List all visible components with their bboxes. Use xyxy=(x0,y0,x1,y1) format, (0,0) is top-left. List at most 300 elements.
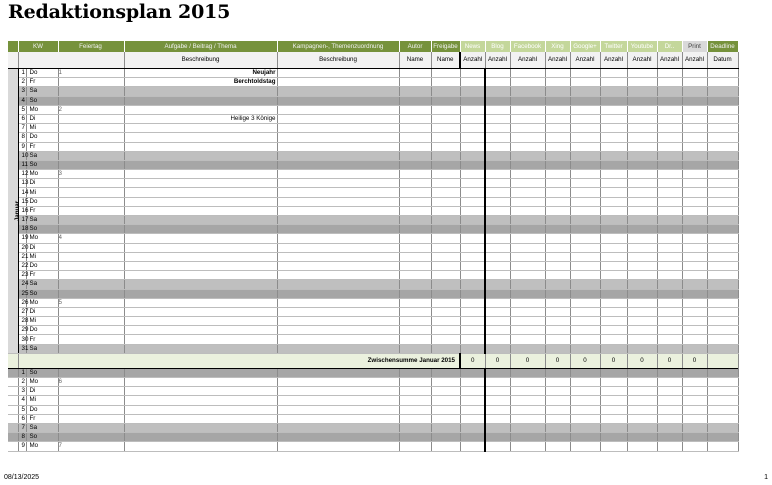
campaign-cell[interactable] xyxy=(399,124,431,133)
count-cell[interactable] xyxy=(707,280,738,289)
author-cell[interactable] xyxy=(431,114,460,123)
count-cell[interactable] xyxy=(510,368,545,377)
count-cell[interactable] xyxy=(485,414,510,423)
count-cell[interactable] xyxy=(682,206,707,215)
count-cell[interactable] xyxy=(510,160,545,169)
count-cell[interactable] xyxy=(545,368,570,377)
count-cell[interactable] xyxy=(600,206,627,215)
count-cell[interactable] xyxy=(657,188,682,197)
count-cell[interactable] xyxy=(570,179,600,188)
count-cell[interactable] xyxy=(545,405,570,414)
count-cell[interactable] xyxy=(627,133,657,142)
count-cell[interactable] xyxy=(545,225,570,234)
count-cell[interactable] xyxy=(707,206,738,215)
count-cell[interactable] xyxy=(707,326,738,335)
count-cell[interactable] xyxy=(657,368,682,377)
count-cell[interactable] xyxy=(707,188,738,197)
count-cell[interactable] xyxy=(627,423,657,432)
count-cell[interactable] xyxy=(657,133,682,142)
campaign-cell[interactable] xyxy=(399,188,431,197)
count-cell[interactable] xyxy=(510,326,545,335)
count-cell[interactable] xyxy=(510,142,545,151)
campaign-cell[interactable] xyxy=(399,243,431,252)
count-cell[interactable] xyxy=(545,96,570,105)
count-cell[interactable] xyxy=(485,289,510,298)
count-cell[interactable] xyxy=(657,124,682,133)
task-cell[interactable] xyxy=(277,124,399,133)
task-cell[interactable] xyxy=(277,298,399,307)
campaign-cell[interactable] xyxy=(399,142,431,151)
campaign-cell[interactable] xyxy=(399,378,431,387)
count-cell[interactable] xyxy=(707,414,738,423)
approval-cell[interactable] xyxy=(460,69,485,78)
count-cell[interactable] xyxy=(657,344,682,353)
count-cell[interactable] xyxy=(627,216,657,225)
count-cell[interactable] xyxy=(570,335,600,344)
count-cell[interactable] xyxy=(707,96,738,105)
approval-cell[interactable] xyxy=(460,368,485,377)
count-cell[interactable] xyxy=(627,252,657,261)
count-cell[interactable] xyxy=(657,197,682,206)
count-cell[interactable] xyxy=(627,78,657,87)
campaign-cell[interactable] xyxy=(399,261,431,270)
count-cell[interactable] xyxy=(510,69,545,78)
count-cell[interactable] xyxy=(485,114,510,123)
count-cell[interactable] xyxy=(600,69,627,78)
campaign-cell[interactable] xyxy=(399,170,431,179)
task-cell[interactable] xyxy=(277,78,399,87)
count-cell[interactable] xyxy=(510,179,545,188)
count-cell[interactable] xyxy=(707,179,738,188)
author-cell[interactable] xyxy=(431,105,460,114)
count-cell[interactable] xyxy=(682,396,707,405)
campaign-cell[interactable] xyxy=(399,414,431,423)
campaign-cell[interactable] xyxy=(399,179,431,188)
count-cell[interactable] xyxy=(570,414,600,423)
count-cell[interactable] xyxy=(485,396,510,405)
count-cell[interactable] xyxy=(627,271,657,280)
count-cell[interactable] xyxy=(545,87,570,96)
author-cell[interactable] xyxy=(431,271,460,280)
count-cell[interactable] xyxy=(510,105,545,114)
count-cell[interactable] xyxy=(485,105,510,114)
count-cell[interactable] xyxy=(627,197,657,206)
count-cell[interactable] xyxy=(485,368,510,377)
count-cell[interactable] xyxy=(570,442,600,451)
approval-cell[interactable] xyxy=(460,96,485,105)
author-cell[interactable] xyxy=(431,216,460,225)
author-cell[interactable] xyxy=(431,96,460,105)
author-cell[interactable] xyxy=(431,261,460,270)
author-cell[interactable] xyxy=(431,344,460,353)
count-cell[interactable] xyxy=(707,423,738,432)
count-cell[interactable] xyxy=(682,225,707,234)
approval-cell[interactable] xyxy=(460,197,485,206)
count-cell[interactable] xyxy=(682,387,707,396)
count-cell[interactable] xyxy=(657,280,682,289)
count-cell[interactable] xyxy=(707,151,738,160)
task-cell[interactable] xyxy=(277,423,399,432)
approval-cell[interactable] xyxy=(460,170,485,179)
count-cell[interactable] xyxy=(545,114,570,123)
count-cell[interactable] xyxy=(510,271,545,280)
count-cell[interactable] xyxy=(510,87,545,96)
author-cell[interactable] xyxy=(431,133,460,142)
count-cell[interactable] xyxy=(627,414,657,423)
count-cell[interactable] xyxy=(510,225,545,234)
count-cell[interactable] xyxy=(682,261,707,270)
count-cell[interactable] xyxy=(510,188,545,197)
task-cell[interactable] xyxy=(277,335,399,344)
count-cell[interactable] xyxy=(510,344,545,353)
count-cell[interactable] xyxy=(657,335,682,344)
count-cell[interactable] xyxy=(627,206,657,215)
count-cell[interactable] xyxy=(485,307,510,316)
count-cell[interactable] xyxy=(600,252,627,261)
count-cell[interactable] xyxy=(600,378,627,387)
count-cell[interactable] xyxy=(657,114,682,123)
author-cell[interactable] xyxy=(431,170,460,179)
author-cell[interactable] xyxy=(431,405,460,414)
task-cell[interactable] xyxy=(277,387,399,396)
author-cell[interactable] xyxy=(431,78,460,87)
count-cell[interactable] xyxy=(545,396,570,405)
count-cell[interactable] xyxy=(510,197,545,206)
count-cell[interactable] xyxy=(570,87,600,96)
count-cell[interactable] xyxy=(682,252,707,261)
count-cell[interactable] xyxy=(570,225,600,234)
count-cell[interactable] xyxy=(682,442,707,451)
count-cell[interactable] xyxy=(682,378,707,387)
count-cell[interactable] xyxy=(657,160,682,169)
count-cell[interactable] xyxy=(682,151,707,160)
count-cell[interactable] xyxy=(627,114,657,123)
count-cell[interactable] xyxy=(570,423,600,432)
count-cell[interactable] xyxy=(707,69,738,78)
approval-cell[interactable] xyxy=(460,423,485,432)
count-cell[interactable] xyxy=(707,234,738,243)
count-cell[interactable] xyxy=(627,170,657,179)
count-cell[interactable] xyxy=(600,423,627,432)
count-cell[interactable] xyxy=(627,317,657,326)
count-cell[interactable] xyxy=(570,368,600,377)
count-cell[interactable] xyxy=(600,133,627,142)
count-cell[interactable] xyxy=(707,261,738,270)
count-cell[interactable] xyxy=(627,69,657,78)
count-cell[interactable] xyxy=(682,133,707,142)
count-cell[interactable] xyxy=(627,405,657,414)
count-cell[interactable] xyxy=(570,344,600,353)
task-cell[interactable] xyxy=(277,252,399,261)
task-cell[interactable] xyxy=(277,96,399,105)
count-cell[interactable] xyxy=(707,396,738,405)
count-cell[interactable] xyxy=(657,252,682,261)
count-cell[interactable] xyxy=(600,405,627,414)
count-cell[interactable] xyxy=(510,96,545,105)
author-cell[interactable] xyxy=(431,252,460,261)
task-cell[interactable] xyxy=(277,197,399,206)
count-cell[interactable] xyxy=(570,69,600,78)
count-cell[interactable] xyxy=(600,216,627,225)
count-cell[interactable] xyxy=(485,179,510,188)
campaign-cell[interactable] xyxy=(399,197,431,206)
count-cell[interactable] xyxy=(510,433,545,442)
count-cell[interactable] xyxy=(570,206,600,215)
campaign-cell[interactable] xyxy=(399,96,431,105)
task-cell[interactable] xyxy=(277,188,399,197)
count-cell[interactable] xyxy=(600,151,627,160)
task-cell[interactable] xyxy=(277,69,399,78)
count-cell[interactable] xyxy=(707,124,738,133)
campaign-cell[interactable] xyxy=(399,298,431,307)
approval-cell[interactable] xyxy=(460,105,485,114)
count-cell[interactable] xyxy=(600,442,627,451)
campaign-cell[interactable] xyxy=(399,234,431,243)
count-cell[interactable] xyxy=(570,105,600,114)
count-cell[interactable] xyxy=(545,326,570,335)
count-cell[interactable] xyxy=(510,298,545,307)
count-cell[interactable] xyxy=(707,344,738,353)
campaign-cell[interactable] xyxy=(399,271,431,280)
count-cell[interactable] xyxy=(545,124,570,133)
count-cell[interactable] xyxy=(510,114,545,123)
count-cell[interactable] xyxy=(657,206,682,215)
count-cell[interactable] xyxy=(707,114,738,123)
count-cell[interactable] xyxy=(545,216,570,225)
count-cell[interactable] xyxy=(570,133,600,142)
campaign-cell[interactable] xyxy=(399,335,431,344)
count-cell[interactable] xyxy=(657,96,682,105)
author-cell[interactable] xyxy=(431,378,460,387)
approval-cell[interactable] xyxy=(460,234,485,243)
approval-cell[interactable] xyxy=(460,344,485,353)
count-cell[interactable] xyxy=(510,216,545,225)
count-cell[interactable] xyxy=(600,433,627,442)
count-cell[interactable] xyxy=(627,105,657,114)
count-cell[interactable] xyxy=(485,298,510,307)
count-cell[interactable] xyxy=(657,298,682,307)
count-cell[interactable] xyxy=(545,414,570,423)
author-cell[interactable] xyxy=(431,142,460,151)
author-cell[interactable] xyxy=(431,69,460,78)
count-cell[interactable] xyxy=(510,423,545,432)
count-cell[interactable] xyxy=(682,423,707,432)
count-cell[interactable] xyxy=(657,179,682,188)
count-cell[interactable] xyxy=(485,378,510,387)
count-cell[interactable] xyxy=(570,433,600,442)
task-cell[interactable] xyxy=(277,442,399,451)
count-cell[interactable] xyxy=(600,142,627,151)
count-cell[interactable] xyxy=(510,206,545,215)
count-cell[interactable] xyxy=(600,243,627,252)
count-cell[interactable] xyxy=(570,188,600,197)
approval-cell[interactable] xyxy=(460,114,485,123)
count-cell[interactable] xyxy=(707,78,738,87)
campaign-cell[interactable] xyxy=(399,289,431,298)
task-cell[interactable] xyxy=(277,344,399,353)
count-cell[interactable] xyxy=(707,170,738,179)
author-cell[interactable] xyxy=(431,206,460,215)
count-cell[interactable] xyxy=(707,335,738,344)
count-cell[interactable] xyxy=(510,335,545,344)
campaign-cell[interactable] xyxy=(399,317,431,326)
count-cell[interactable] xyxy=(600,105,627,114)
count-cell[interactable] xyxy=(600,96,627,105)
author-cell[interactable] xyxy=(431,396,460,405)
count-cell[interactable] xyxy=(545,179,570,188)
count-cell[interactable] xyxy=(682,298,707,307)
count-cell[interactable] xyxy=(485,206,510,215)
count-cell[interactable] xyxy=(657,151,682,160)
approval-cell[interactable] xyxy=(460,133,485,142)
task-cell[interactable] xyxy=(277,142,399,151)
count-cell[interactable] xyxy=(545,197,570,206)
count-cell[interactable] xyxy=(545,78,570,87)
task-cell[interactable] xyxy=(277,225,399,234)
count-cell[interactable] xyxy=(682,188,707,197)
count-cell[interactable] xyxy=(682,96,707,105)
count-cell[interactable] xyxy=(600,387,627,396)
approval-cell[interactable] xyxy=(460,335,485,344)
approval-cell[interactable] xyxy=(460,433,485,442)
campaign-cell[interactable] xyxy=(399,405,431,414)
campaign-cell[interactable] xyxy=(399,78,431,87)
campaign-cell[interactable] xyxy=(399,433,431,442)
count-cell[interactable] xyxy=(627,261,657,270)
count-cell[interactable] xyxy=(600,368,627,377)
count-cell[interactable] xyxy=(627,280,657,289)
approval-cell[interactable] xyxy=(460,326,485,335)
count-cell[interactable] xyxy=(600,170,627,179)
count-cell[interactable] xyxy=(657,105,682,114)
campaign-cell[interactable] xyxy=(399,151,431,160)
approval-cell[interactable] xyxy=(460,78,485,87)
campaign-cell[interactable] xyxy=(399,442,431,451)
count-cell[interactable] xyxy=(545,335,570,344)
count-cell[interactable] xyxy=(600,179,627,188)
count-cell[interactable] xyxy=(570,234,600,243)
author-cell[interactable] xyxy=(431,87,460,96)
count-cell[interactable] xyxy=(570,124,600,133)
count-cell[interactable] xyxy=(485,252,510,261)
count-cell[interactable] xyxy=(682,414,707,423)
count-cell[interactable] xyxy=(627,326,657,335)
count-cell[interactable] xyxy=(627,124,657,133)
count-cell[interactable] xyxy=(682,289,707,298)
approval-cell[interactable] xyxy=(460,261,485,270)
count-cell[interactable] xyxy=(570,243,600,252)
author-cell[interactable] xyxy=(431,307,460,316)
count-cell[interactable] xyxy=(707,105,738,114)
count-cell[interactable] xyxy=(570,78,600,87)
count-cell[interactable] xyxy=(707,271,738,280)
count-cell[interactable] xyxy=(682,344,707,353)
count-cell[interactable] xyxy=(707,433,738,442)
task-cell[interactable] xyxy=(277,271,399,280)
count-cell[interactable] xyxy=(707,243,738,252)
author-cell[interactable] xyxy=(431,387,460,396)
count-cell[interactable] xyxy=(657,78,682,87)
count-cell[interactable] xyxy=(485,160,510,169)
count-cell[interactable] xyxy=(682,87,707,96)
task-cell[interactable] xyxy=(277,133,399,142)
campaign-cell[interactable] xyxy=(399,87,431,96)
task-cell[interactable] xyxy=(277,307,399,316)
count-cell[interactable] xyxy=(657,69,682,78)
count-cell[interactable] xyxy=(627,433,657,442)
count-cell[interactable] xyxy=(570,216,600,225)
count-cell[interactable] xyxy=(545,252,570,261)
count-cell[interactable] xyxy=(570,298,600,307)
count-cell[interactable] xyxy=(600,87,627,96)
task-cell[interactable] xyxy=(277,179,399,188)
count-cell[interactable] xyxy=(485,87,510,96)
count-cell[interactable] xyxy=(545,317,570,326)
count-cell[interactable] xyxy=(657,261,682,270)
count-cell[interactable] xyxy=(485,96,510,105)
count-cell[interactable] xyxy=(570,280,600,289)
count-cell[interactable] xyxy=(545,289,570,298)
author-cell[interactable] xyxy=(431,326,460,335)
count-cell[interactable] xyxy=(707,160,738,169)
count-cell[interactable] xyxy=(627,234,657,243)
count-cell[interactable] xyxy=(600,225,627,234)
task-cell[interactable] xyxy=(277,114,399,123)
count-cell[interactable] xyxy=(510,234,545,243)
count-cell[interactable] xyxy=(600,114,627,123)
count-cell[interactable] xyxy=(707,252,738,261)
campaign-cell[interactable] xyxy=(399,307,431,316)
count-cell[interactable] xyxy=(682,78,707,87)
count-cell[interactable] xyxy=(545,261,570,270)
count-cell[interactable] xyxy=(545,344,570,353)
count-cell[interactable] xyxy=(485,433,510,442)
count-cell[interactable] xyxy=(570,307,600,316)
campaign-cell[interactable] xyxy=(399,280,431,289)
count-cell[interactable] xyxy=(627,151,657,160)
author-cell[interactable] xyxy=(431,188,460,197)
count-cell[interactable] xyxy=(682,433,707,442)
author-cell[interactable] xyxy=(431,234,460,243)
count-cell[interactable] xyxy=(600,271,627,280)
count-cell[interactable] xyxy=(485,124,510,133)
campaign-cell[interactable] xyxy=(399,423,431,432)
count-cell[interactable] xyxy=(545,423,570,432)
count-cell[interactable] xyxy=(682,69,707,78)
count-cell[interactable] xyxy=(485,344,510,353)
author-cell[interactable] xyxy=(431,225,460,234)
approval-cell[interactable] xyxy=(460,289,485,298)
count-cell[interactable] xyxy=(627,368,657,377)
approval-cell[interactable] xyxy=(460,142,485,151)
campaign-cell[interactable] xyxy=(399,326,431,335)
task-cell[interactable] xyxy=(277,378,399,387)
count-cell[interactable] xyxy=(707,289,738,298)
count-cell[interactable] xyxy=(627,289,657,298)
count-cell[interactable] xyxy=(682,271,707,280)
count-cell[interactable] xyxy=(657,317,682,326)
count-cell[interactable] xyxy=(627,142,657,151)
count-cell[interactable] xyxy=(707,317,738,326)
count-cell[interactable] xyxy=(485,225,510,234)
campaign-cell[interactable] xyxy=(399,160,431,169)
count-cell[interactable] xyxy=(485,423,510,432)
campaign-cell[interactable] xyxy=(399,105,431,114)
count-cell[interactable] xyxy=(627,188,657,197)
count-cell[interactable] xyxy=(545,271,570,280)
count-cell[interactable] xyxy=(627,344,657,353)
author-cell[interactable] xyxy=(431,433,460,442)
